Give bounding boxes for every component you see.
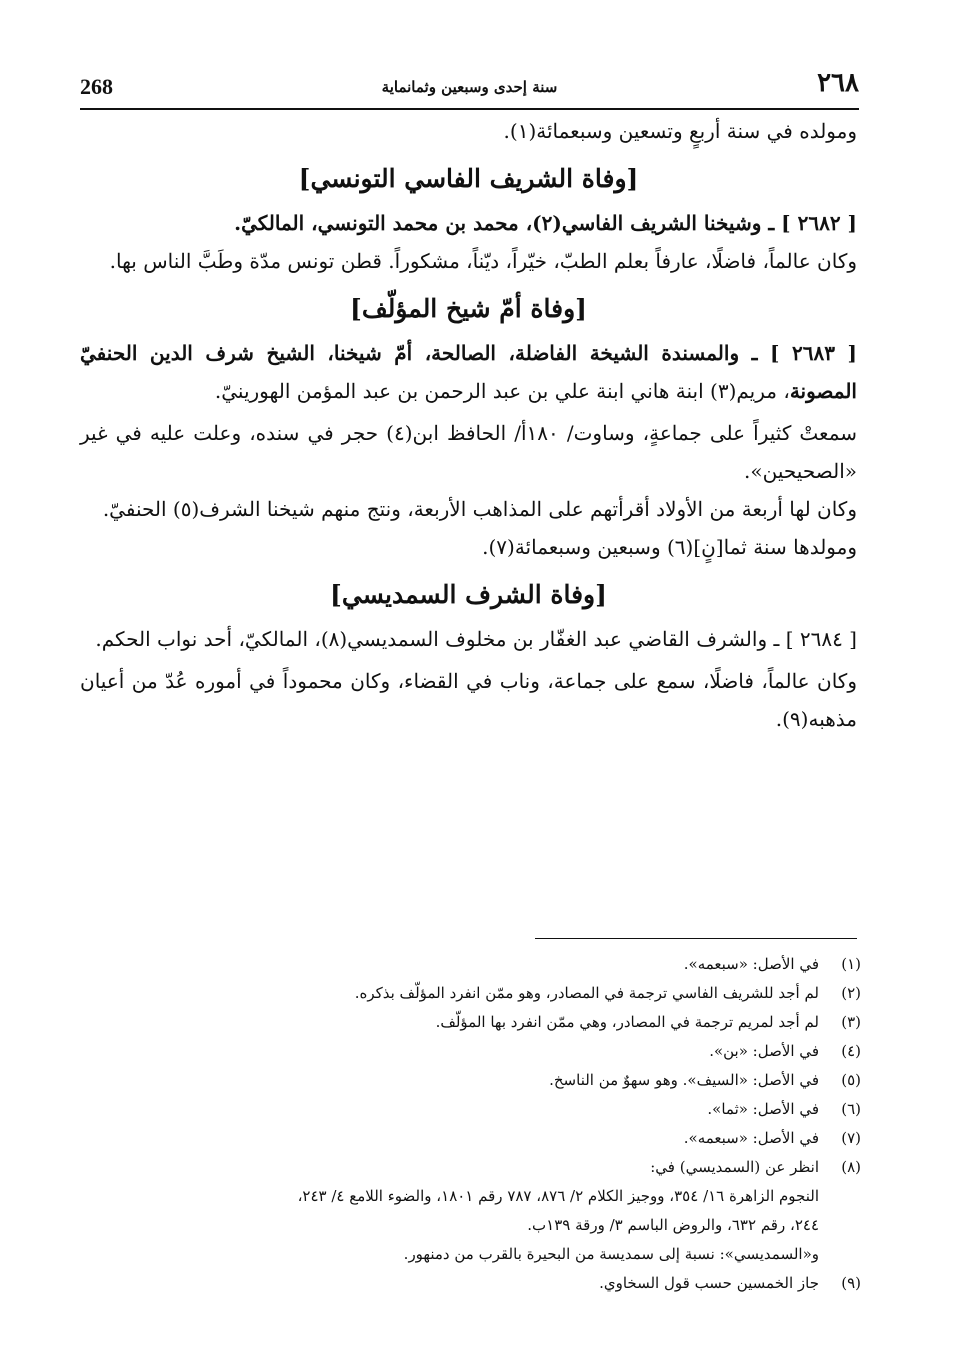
footnote-number: (٩) [841, 1274, 861, 1292]
footnote [90, 950, 861, 979]
footnote-continuation: النجوم الزاهرة ١٦/ ٣٥٤، ووجيز الكلام ٢/ ٨٧٦، ٧٨٧ رقم ١٨٠١، والضوء اللامع ٤/ ٢٤٣، [297, 1187, 819, 1205]
footnote-rule [535, 938, 857, 939]
footnote [90, 1269, 861, 1298]
section-heading-mother: [وفاة أمّ شيخ المؤلّف] [350, 294, 587, 323]
entry-2682-paragraph: وكان عالماً، فاضلًا، عارفاً بعلم الطبّ، خيّراً، ديّناً، مشكوراً. قطن تونس مدّة وطَبَّ الناس بها. [109, 249, 857, 273]
footnote-text: لم أجد لمريم ترجمة في المصادر، وهي ممّن انفرد بها المؤلّف. [435, 1013, 819, 1031]
footnote-number: (٢) [841, 984, 861, 1002]
footnote-continuation: ٢٤٤، رقم ٦٣٢، والروض الباسم ٣/ ورقة ١٣٩ب. [527, 1216, 819, 1234]
footnote-text: في الأصل: «ثما». [707, 1100, 819, 1118]
footnote-number: (٥) [841, 1071, 861, 1089]
footnote [90, 1037, 861, 1066]
entry-2684-lead: [ ٢٦٨٤ ] ـ والشرف القاضي عبد الغفّار بن مخلوف السمديسي(٨)، المالكيّ، أحد نواب الحكم. [95, 627, 857, 651]
header-rule [80, 108, 859, 110]
page-number-arabic: ٢٦٨ [817, 68, 859, 98]
footnote [90, 1095, 861, 1124]
footnote-continuation: و«السمديسي»: نسبة إلى سمديسة من البحيرة بالقرب من دمنهور. [403, 1245, 819, 1263]
entry-2683-lead-rest: ، مريم(٣) ابنة هاني ابنة علي بن عبد الرحمن بن عبد المؤمن الهورينيّ. [214, 379, 790, 403]
entry-2683-paragraph-3: ومولدها سنة ثما[نٍ](٦) وسبعين وسبعمائة(٧). [482, 535, 857, 559]
footnote [90, 979, 861, 1008]
page-header [80, 66, 859, 110]
footnote-text: جاز الخمسين حسب قول السخاوي. [599, 1274, 819, 1292]
entry-2683-lead-name: أمّ شيخنا، الشيخ شرف الدين الحنفيّ المصونة [80, 341, 857, 403]
footnote-text: انظر عن (السمديسي) في: [650, 1158, 819, 1176]
paragraph-birth: ومولده في سنة أربعٍ وتسعين وسبعمائة(١). [503, 119, 857, 143]
footnote-number: (٤) [841, 1042, 861, 1060]
entry-2683-lead-number: [ ٢٦٨٣ ] ـ والمسندة الشيخة الفاضلة، الصالحة، [412, 341, 858, 365]
footnote-text: في الأصل: «السيف». وهو سهوٌ من الناسخ. [549, 1071, 819, 1089]
footnote-number: (٧) [841, 1129, 861, 1147]
footnote [90, 1008, 861, 1037]
footnote [90, 1124, 861, 1153]
section-heading-samdisi: [وفاة الشرف السمديسي] [330, 580, 607, 609]
section-heading-fasi: [وفاة الشريف الفاسي التونسي] [298, 164, 639, 193]
main-text [80, 112, 857, 738]
footnote-text: في الأصل: «سبعمه». [683, 955, 819, 973]
footnote-number: (٨) [841, 1158, 861, 1176]
entry-2683-paragraph-2: وكان لها أربعة من الأولاد أقرأتهم على المذاهب الأربعة، ونتج منهم شيخنا الشرف(٥) الحنفيّ. [102, 497, 857, 521]
entry-2682-lead: [ ٢٦٨٢ ] ـ وشيخنا الشريف الفاسي(٢)، محمد بن محمد التونسي، المالكيّ. [234, 211, 857, 235]
footnotes [90, 950, 861, 1298]
entry-2683-paragraph-1: سمعتْ كثيراً على جماعةٍ، وساوت/ ١٨٠أ/ الحافظ ابن(٤) حجر في سنده، وعلت عليه في غير «الصحيحين». [80, 421, 858, 483]
footnote-number: (٦) [841, 1100, 861, 1118]
footnote [90, 1066, 861, 1095]
entry-2684-paragraph: وكان عالماً، فاضلًا، سمع على جماعة، وناب في القضاء، وكان محموداً في أموره عُدّ من أعيان مذهبه(٩). [80, 669, 857, 731]
footnote-number: (٣) [841, 1013, 861, 1031]
footnote-text: في الأصل: «بن». [709, 1042, 819, 1060]
footnote-text: في الأصل: «سبعمه». [683, 1129, 819, 1147]
footnote-text: لم أجد للشريف الفاسي ترجمة في المصادر، وهو ممّن انفرد المؤلّف بذكره. [354, 984, 819, 1002]
entry-2683-lead [80, 334, 857, 410]
footnote [90, 1153, 861, 1182]
footnote-number: (١) [841, 955, 861, 973]
page-number-latin: 268 [80, 74, 113, 99]
running-title: سنة إحدى وسبعين وثمانماية [381, 78, 558, 96]
